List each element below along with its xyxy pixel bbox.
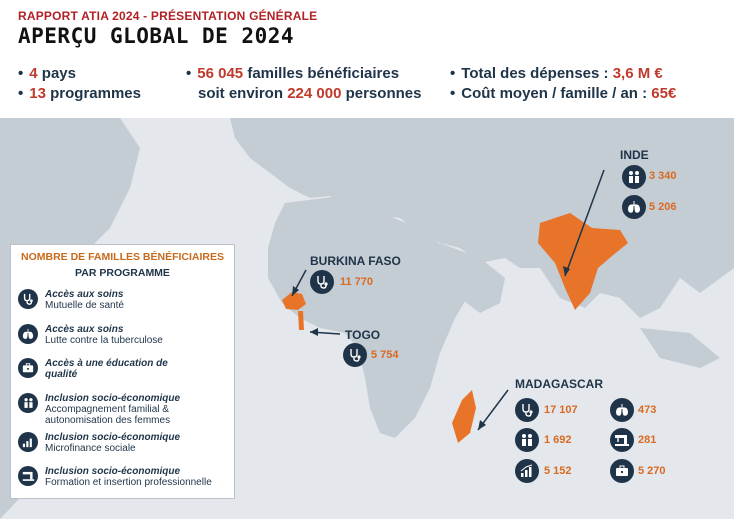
madagascar-value-4: 281 <box>638 434 657 446</box>
cost-label: Coût moyen / famille / an : <box>461 85 648 102</box>
people-prefix: soit environ <box>198 85 284 102</box>
country-label-togo: TOGO <box>345 328 381 342</box>
chart-icon <box>18 432 38 452</box>
expenses-value: 3,6 M € <box>612 65 663 82</box>
country-label-madagascar: MADAGASCAR <box>515 377 603 391</box>
legend-item-heading: Inclusion socio-économique <box>45 432 181 443</box>
legend-item-desc: Mutuelle de santé <box>45 300 124 311</box>
legend-item-heading: Accès à une éducation de qualité <box>45 358 168 380</box>
legend-item-desc: Microfinance sociale <box>45 443 136 454</box>
stethoscope-icon <box>18 289 38 309</box>
countries-value: 4 <box>29 65 38 82</box>
inde-value-1: 3 340 <box>649 170 677 182</box>
madagascar-value-5: 5 152 <box>544 465 572 477</box>
legend-item-heading: Inclusion socio-économique <box>45 466 181 477</box>
legend-item-heading: Accès aux soins <box>45 289 124 300</box>
families-value: 56 045 <box>197 65 244 82</box>
legend-title: NOMBRE DE FAMILLES BÉNÉFICIAIRES <box>20 251 224 263</box>
madagascar-value-2: 473 <box>638 404 657 416</box>
country-label-burkina: BURKINA FASO <box>310 254 401 268</box>
legend-item-desc: Accompagnement familial & autonomisation des femmes <box>45 404 171 426</box>
cost-value: 65€ <box>651 85 677 102</box>
briefcase-icon <box>610 459 634 483</box>
se-asia-landmass <box>640 328 720 368</box>
stats-count: • 4 pays • 13 programmes <box>18 65 141 102</box>
family-icon <box>515 428 539 452</box>
stethoscope-icon <box>515 398 539 422</box>
page-title: APERÇU GLOBAL DE 2024 <box>18 24 295 48</box>
madagascar-country <box>452 390 476 443</box>
legend-subtitle: PAR PROGRAMME <box>75 267 170 279</box>
people-value: 224 000 <box>287 85 342 102</box>
briefcase-icon <box>18 358 38 378</box>
legend-item-desc: Lutte contre la tuberculose <box>45 335 163 346</box>
countries-label: pays <box>41 65 76 82</box>
madagascar-value-6: 5 270 <box>638 465 666 477</box>
sewing-machine-icon <box>610 428 634 452</box>
lungs-icon <box>610 398 634 422</box>
lungs-icon <box>18 324 38 344</box>
header <box>0 0 734 118</box>
burkina-value-1: 11 770 <box>340 276 374 288</box>
legend-item-desc: Formation et insertion professionnelle <box>45 477 212 488</box>
stethoscope-icon <box>343 343 367 367</box>
inde-value-2: 5 206 <box>649 201 677 213</box>
family-icon <box>18 393 38 413</box>
madagascar-value-3: 1 692 <box>544 434 572 446</box>
report-kicker: RAPPORT ATIA 2024 - PRÉSENTATION GÉNÉRALE <box>18 9 318 23</box>
stats-families: • 56 045 familles bénéficiaires soit environ 224 000 personnes <box>186 65 422 102</box>
legend-item-tuberculose <box>18 324 163 346</box>
programs-label: programmes <box>50 85 141 102</box>
togo-value-1: 5 754 <box>371 349 399 361</box>
family-icon <box>622 165 646 189</box>
madagascar-value-1: 17 107 <box>544 404 578 416</box>
legend-item-heading: Inclusion socio-économique <box>45 393 181 404</box>
people-label: personnes <box>345 85 422 102</box>
legend-item-sante <box>18 289 124 311</box>
legend-item-autonomisation <box>18 393 233 426</box>
legend-item-microfinance <box>18 432 180 454</box>
programs-value: 13 <box>29 85 46 102</box>
country-label-inde: INDE <box>620 148 649 162</box>
stethoscope-icon <box>310 270 334 294</box>
lungs-icon <box>622 195 646 219</box>
expenses-label: Total des dépenses : <box>461 65 609 82</box>
legend-item-education <box>18 358 218 380</box>
togo-country <box>298 311 304 330</box>
stats-budget: • Total des dépenses : 3,6 M € • Coût moyen / famille / an : 65€ <box>450 65 677 102</box>
legend-item-heading: Accès aux soins <box>45 324 124 335</box>
chart-icon <box>515 459 539 483</box>
sewing-machine-icon <box>18 466 38 486</box>
families-label: familles bénéficiaires <box>247 65 400 82</box>
legend-item-formation <box>18 466 233 488</box>
legend-panel <box>10 244 235 499</box>
